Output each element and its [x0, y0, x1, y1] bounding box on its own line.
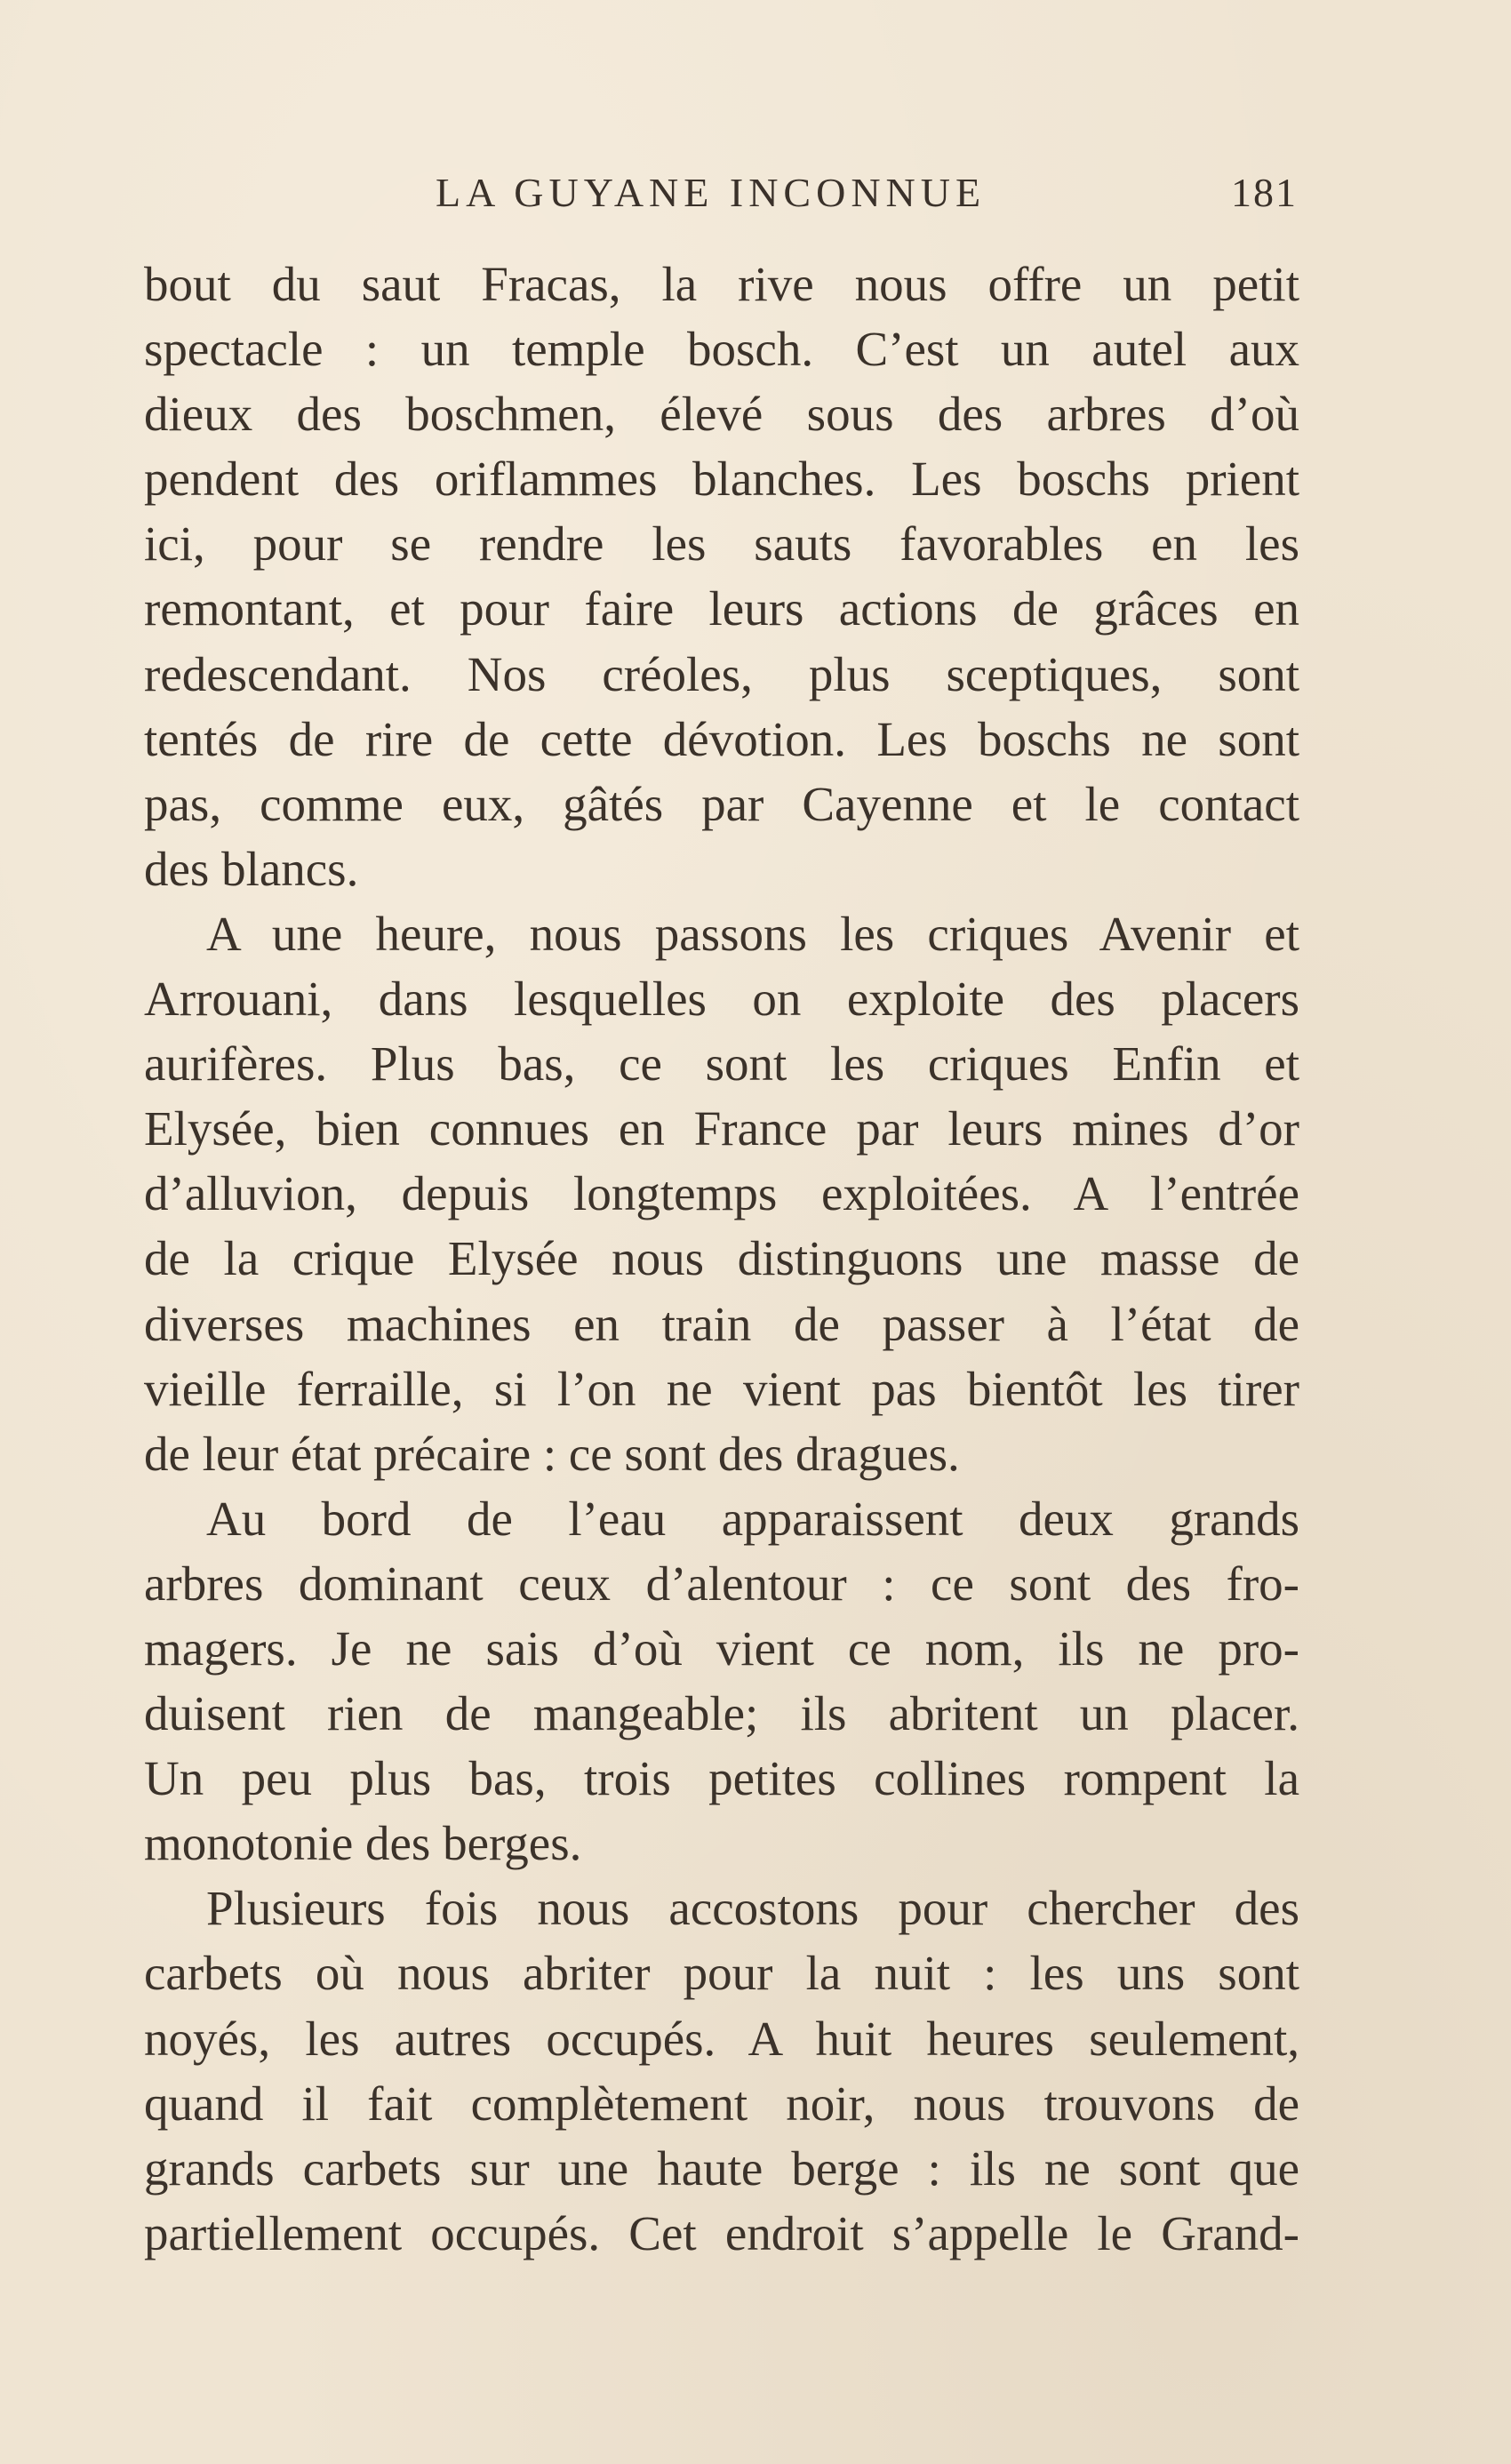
- text-line: aurifères. Plus bas, ce sont les criques Enfin et: [144, 1036, 1299, 1092]
- text-line: carbets où nous abriter pour la nuit : les uns sont: [144, 1946, 1299, 2001]
- text-line: de la crique Elysée nous distinguons une masse de: [144, 1231, 1299, 1286]
- running-head: [142, 169, 1298, 222]
- text-line: dieux des boschmen, élevé sous des arbres d’où: [144, 387, 1299, 442]
- page-number: 181: [1231, 170, 1298, 215]
- text-line: Plusieurs fois nous accostons pour chercher des: [206, 1881, 1299, 1936]
- text-line: Un peu plus bas, trois petites collines rompent la: [144, 1751, 1299, 1806]
- text-line: de leur état précaire : ce sont des dragues.: [144, 1426, 960, 1481]
- text-line: diverses machines en train de passer à l’état de: [144, 1296, 1299, 1351]
- text-line: noyés, les autres occupés. A huit heures seulement,: [144, 2011, 1299, 2066]
- text-line: monotonie des berges.: [144, 1816, 582, 1871]
- text-line: bout du saut Fracas, la rive nous offre un petit: [144, 257, 1299, 311]
- body-text: [144, 252, 1299, 2266]
- text-line: Arrouani, dans lesquelles on exploite des placers: [144, 972, 1299, 1027]
- text-line: Au bord de l’eau apparaissent deux grands: [206, 1491, 1299, 1546]
- text-line: duisent rien de mangeable; ils abritent un placer.: [144, 1686, 1299, 1741]
- text-line: des blancs.: [144, 841, 359, 896]
- text-line: Elysée, bien connues en France par leurs mines d’or: [144, 1101, 1299, 1156]
- text-line: ici, pour se rendre les sauts favorables en les: [144, 516, 1299, 572]
- text-line: redescendant. Nos créoles, plus sceptiques, sont: [144, 646, 1299, 701]
- text-line: remontant, et pour faire leurs actions de grâces en: [144, 581, 1299, 636]
- text-line: quand il fait complètement noir, nous trouvons de: [144, 2076, 1299, 2131]
- text-line: spectacle : un temple bosch. C’est un autel aux: [144, 322, 1299, 377]
- running-title: LA GUYANE INCONNUE: [436, 170, 987, 215]
- text-line: tentés de rire de cette dévotion. Les boschs ne sont: [144, 711, 1299, 766]
- text-line: vieille ferraille, si l’on ne vient pas bientôt les tirer: [144, 1361, 1299, 1416]
- text-line: magers. Je ne sais d’où vient ce nom, ils ne pro-: [144, 1620, 1299, 1676]
- text-line: pendent des oriflammes blanches. Les boschs prient: [144, 452, 1299, 507]
- text-line: d’alluvion, depuis longtemps exploitées. A l’entrée: [144, 1166, 1299, 1221]
- text-line: grands carbets sur une haute berge : ils ne sont que: [144, 2140, 1299, 2196]
- text-line: partiellement occupés. Cet endroit s’appelle le Grand-: [144, 2205, 1299, 2260]
- text-line: arbres dominant ceux d’alentour : ce sont des fro-: [144, 1556, 1299, 1611]
- text-line: pas, comme eux, gâtés par Cayenne et le contact: [144, 776, 1299, 831]
- text-line: A une heure, nous passons les criques Avenir et: [206, 906, 1299, 961]
